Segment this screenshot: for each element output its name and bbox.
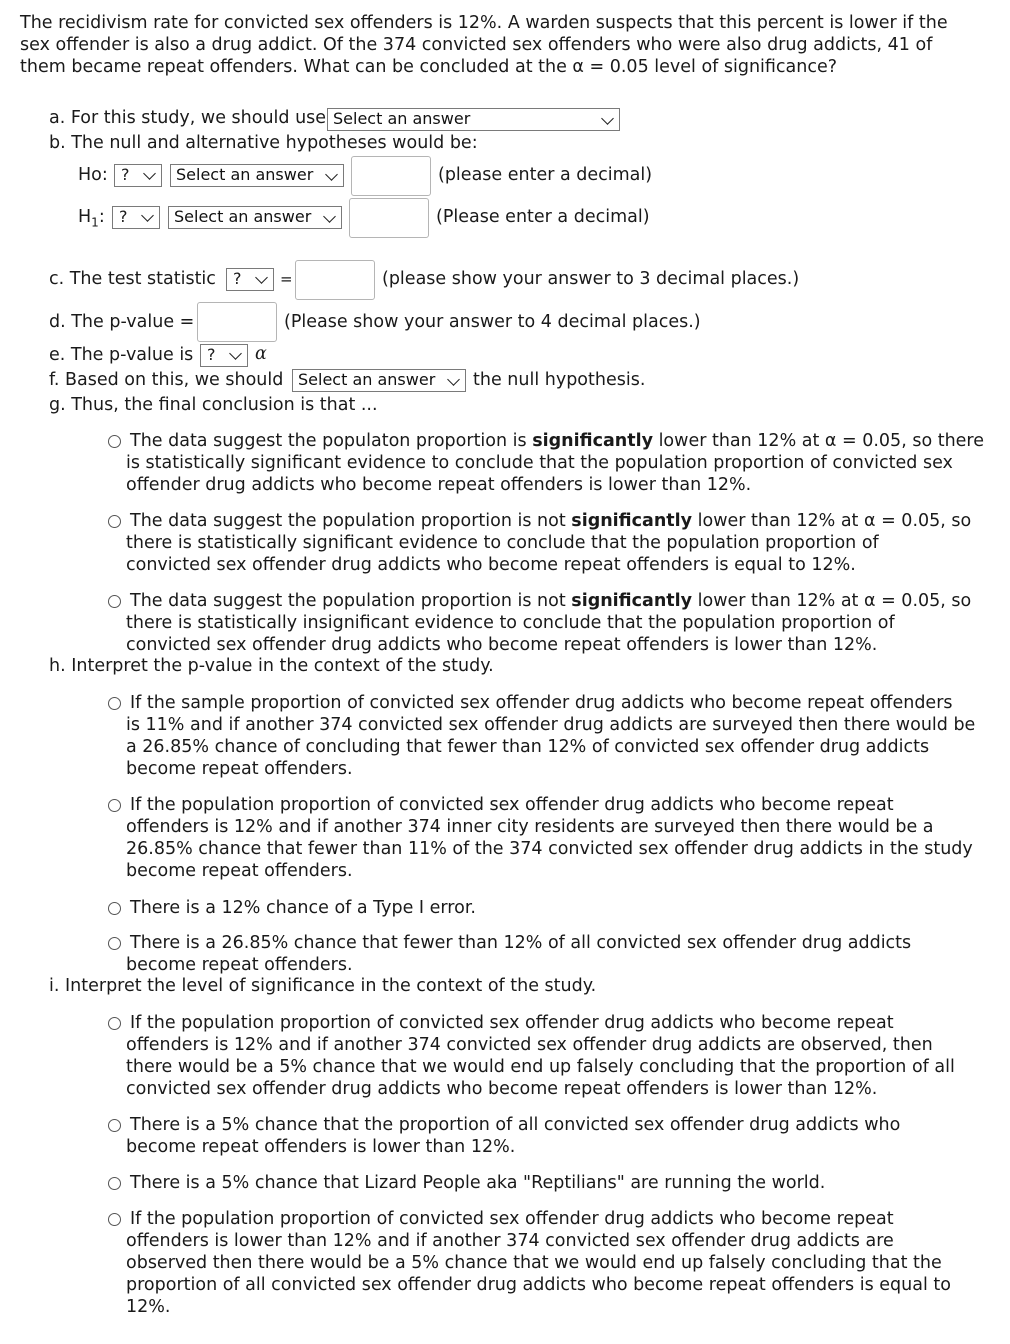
option-text-line: 12%.: [126, 1297, 171, 1317]
h1-operator-value: Select an answer: [174, 207, 312, 226]
i-option-2[interactable]: [126, 1114, 900, 1158]
null-hypothesis-label: Ho:: [78, 165, 108, 185]
option-text-line: If the population proportion of convicted sex offender drug addicts who become repeat: [130, 1209, 894, 1229]
h-option-1[interactable]: [126, 692, 975, 780]
h0-hint: (please enter a decimal): [438, 165, 653, 185]
equals-sign: =: [280, 270, 293, 288]
chevron-down-icon: [447, 373, 460, 386]
option-text-line: If the population proportion of convicted sex offender drug addicts who become repeat: [130, 795, 894, 815]
option-text-line: There is a 12% chance of a Type I error.: [130, 898, 476, 918]
i-option-1-radio[interactable]: [108, 1017, 121, 1030]
alt-hypothesis-label: [78, 207, 105, 230]
option-text-line: convicted sex offender drug addicts who become repeat offenders is equal to 12%.: [126, 555, 856, 575]
h1-parameter-value: ?: [119, 207, 128, 226]
p-value-input[interactable]: [197, 302, 277, 342]
question-h-label: h. Interpret the p-value in the context of the study.: [49, 656, 494, 676]
chevron-down-icon: [601, 112, 614, 125]
option-text-line: The data suggest the population proportion is not significantly lower than 12% at α = 0.05, so: [130, 591, 972, 611]
h0-parameter-select[interactable]: [114, 164, 162, 187]
chevron-down-icon: [229, 347, 242, 360]
option-text-line: become repeat offenders.: [126, 861, 353, 881]
i-option-3-radio[interactable]: [108, 1177, 121, 1190]
p-value-comparison-value: ?: [207, 345, 216, 364]
option-text-line: The data suggest the populaton proportion is significantly lower than 12% at α = 0.05, so there: [130, 431, 985, 451]
option-text-line: There is a 5% chance that Lizard People aka "Reptilians" are running the world.: [130, 1173, 826, 1193]
alpha-glyph: α: [255, 344, 267, 364]
option-text-line: is statistically significant evidence to conclude that the population proportion of convicted sex: [126, 453, 953, 473]
option-text-line: there is statistically insignificant evidence to conclude that the population proportion of: [126, 613, 895, 633]
h0-operator-select[interactable]: [170, 164, 344, 187]
chevron-down-icon: [143, 167, 156, 180]
h-option-3[interactable]: [126, 897, 476, 919]
h-option-4[interactable]: [126, 932, 911, 976]
option-text-line: become repeat offenders.: [126, 759, 353, 779]
decision-select-value: Select an answer: [298, 370, 436, 389]
alt-hypothesis-subscript: 1: [91, 215, 99, 230]
decision-suffix: the null hypothesis.: [473, 370, 646, 390]
option-text-line: 26.85% chance that fewer than 11% of the 374 convicted sex offender drug addicts in the study: [126, 839, 973, 859]
chevron-down-icon: [255, 271, 268, 284]
h0-value-input[interactable]: [351, 156, 431, 196]
option-text-line: convicted sex offender drug addicts who become repeat offenders is lower than 12%.: [126, 1079, 878, 1099]
h1-operator-select[interactable]: [168, 206, 342, 229]
question-a-label: a. For this study, we should use: [49, 108, 327, 128]
problem-line: them became repeat offenders. What can be concluded at the α = 0.05 level of significance?: [20, 57, 838, 77]
alpha-symbol: [255, 344, 267, 364]
option-text-line: observed then there would be a 5% chance that we would end up falsely concluding that the: [126, 1253, 942, 1273]
i-option-4[interactable]: [126, 1208, 951, 1318]
i-option-1[interactable]: [126, 1012, 955, 1100]
p-value-comparison-select[interactable]: [200, 344, 248, 367]
test-statistic-hint: (please show your answer to 3 decimal places.): [382, 269, 800, 289]
question-e-label: e. The p-value is: [49, 345, 194, 365]
g-option-3[interactable]: [126, 590, 971, 656]
option-text-line: there is statistically significant evidence to conclude that the population proportion of: [126, 533, 879, 553]
option-text-line: There is a 5% chance that the proportion of all convicted sex offender drug addicts who: [130, 1115, 901, 1135]
h0-operator-value: Select an answer: [176, 165, 314, 184]
g-option-1-radio[interactable]: [108, 435, 121, 448]
h-option-1-radio[interactable]: [108, 697, 121, 710]
option-text-line: offender drug addicts who become repeat offenders is lower than 12%.: [126, 475, 752, 495]
alt-hypothesis-colon: :: [98, 207, 105, 227]
h-option-2[interactable]: [126, 794, 973, 882]
h1-hint: (Please enter a decimal): [436, 207, 650, 227]
question-c-label: c. The test statistic: [49, 269, 216, 289]
g-option-2-radio[interactable]: [108, 515, 121, 528]
p-value-hint: (Please show your answer to 4 decimal places.): [284, 312, 701, 332]
option-text-line: is 11% and if another 374 convicted sex offender drug addicts are surveyed then there would be: [126, 715, 976, 735]
option-text-line: If the sample proportion of convicted sex offender drug addicts who become repeat offenders: [130, 693, 953, 713]
option-text-line: If the population proportion of convicted sex offender drug addicts who become repeat: [130, 1013, 894, 1033]
question-f-label: f. Based on this, we should: [49, 370, 284, 390]
h1-parameter-select[interactable]: [112, 206, 160, 229]
chevron-down-icon: [141, 209, 154, 222]
h-option-4-radio[interactable]: [108, 937, 121, 950]
option-text-line: become repeat offenders.: [126, 955, 353, 975]
decision-select[interactable]: [292, 369, 466, 392]
g-option-3-radio[interactable]: [108, 595, 121, 608]
test-statistic-select[interactable]: [226, 268, 274, 291]
option-text-line: offenders is 12% and if another 374 convicted sex offender drug addicts are observed, then: [126, 1035, 933, 1055]
question-g-label: g. Thus, the final conclusion is that ...: [49, 395, 378, 415]
option-text-line: The data suggest the population proportion is not significantly lower than 12% at α = 0.05, so: [130, 511, 972, 531]
h1-value-input[interactable]: [349, 198, 429, 238]
study-type-select[interactable]: [327, 108, 620, 131]
g-option-1[interactable]: [126, 430, 984, 496]
test-statistic-value: ?: [233, 269, 242, 288]
study-type-select-value: Select an answer: [333, 109, 471, 128]
i-option-3[interactable]: [126, 1172, 825, 1194]
problem-line: sex offender is also a drug addict. Of the 374 convicted sex offenders who were also drug addicts, 41 of: [20, 35, 933, 55]
h0-parameter-value: ?: [121, 165, 130, 184]
option-text-line: offenders is lower than 12% and if another 374 convicted sex offender drug addicts are: [126, 1231, 894, 1251]
option-text-line: become repeat offenders is lower than 12%.: [126, 1137, 516, 1157]
question-i-label: i. Interpret the level of significance in the context of the study.: [49, 976, 597, 996]
problem-line: The recidivism rate for convicted sex offenders is 12%. A warden suspects that this percent is lower if the: [20, 13, 948, 33]
option-text-line: a 26.85% chance of concluding that fewer than 12% of convicted sex offender drug addicts: [126, 737, 930, 757]
chevron-down-icon: [325, 168, 338, 181]
g-option-2[interactable]: [126, 510, 971, 576]
h-option-2-radio[interactable]: [108, 799, 121, 812]
i-option-2-radio[interactable]: [108, 1119, 121, 1132]
option-text-line: There is a 26.85% chance that fewer than 12% of all convicted sex offender drug addicts: [130, 933, 912, 953]
option-text-line: there would be a 5% chance that we would end up falsely concluding that the proportion of all: [126, 1057, 955, 1077]
option-text-line: offenders is 12% and if another 374 inner city residents are surveyed then there would be a: [126, 817, 934, 837]
problem-statement: [20, 12, 990, 78]
question-d-label: d. The p-value =: [49, 312, 195, 332]
option-text-line: proportion of all convicted sex offender drug addicts who become repeat offenders is equal to: [126, 1275, 951, 1295]
option-text-line: convicted sex offender drug addicts who become repeat offenders is lower than 12%.: [126, 635, 878, 655]
i-option-4-radio[interactable]: [108, 1213, 121, 1226]
test-statistic-input[interactable]: [295, 260, 375, 300]
h-option-3-radio[interactable]: [108, 902, 121, 915]
question-b-label: b. The null and alternative hypotheses would be:: [49, 133, 478, 153]
alt-hypothesis-letter: H: [78, 207, 92, 227]
chevron-down-icon: [323, 210, 336, 223]
